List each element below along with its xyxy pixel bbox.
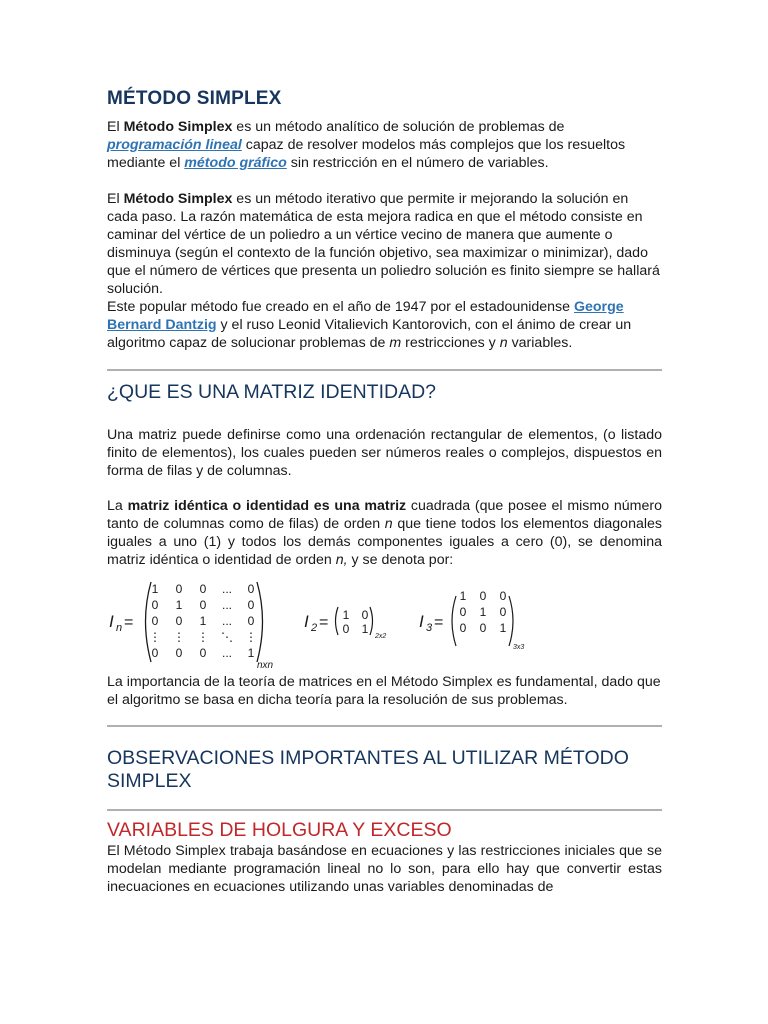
- text-run: El: [107, 119, 124, 135]
- identity-matrix-figure: [107, 577, 662, 669]
- matrix-cell: 1: [199, 614, 207, 628]
- matrix-cell: ⋮: [245, 630, 257, 644]
- left-paren: [146, 582, 152, 662]
- matrix-cell: 1: [247, 646, 255, 660]
- matrix-cell: 1: [175, 598, 183, 612]
- matrix-cell: 0: [479, 621, 487, 635]
- matrix-in-label: I: [109, 612, 114, 631]
- matrix-i3-subscript: 3: [426, 622, 433, 634]
- matrix-cell: 0: [199, 598, 207, 612]
- text-run: que tiene todos los elementos diagonales iguales a uno (1) y todos los demás componentes iguales a cero (0), se denomina matriz idéntica o identidad de orden: [107, 516, 662, 568]
- italic-var: n,: [335, 552, 348, 568]
- link-george-dantzig[interactable]: George Bernard Dantzig: [107, 299, 624, 333]
- text-run: y el ruso Leonid Vitalievich Kantorovich, con el ánimo de crear un algoritmo capaz de solucionar problemas de: [107, 317, 632, 351]
- intro-paragraph: [107, 118, 662, 172]
- equals-sign: =: [124, 614, 134, 631]
- right-paren: [370, 607, 373, 635]
- matrix-cell: ⋱: [221, 630, 233, 644]
- matrix-cell: 1: [342, 608, 350, 622]
- matrix-cell: 0: [499, 605, 507, 619]
- holgura-paragraph: El Método Simplex trabaja basándose en ecuaciones y las restricciones iniciales que se modelan mediante programación lineal no lo son, para ello hay que convertir estas inecuaciones en ecuaciones utilizando unas variables denominadas de: [107, 843, 662, 895]
- section-heading-observaciones: OBSERVACIONES IMPORTANTES AL UTILIZAR MÉTODO SIMPLEX: [107, 747, 629, 792]
- matrix-in-subscript: n: [116, 622, 123, 634]
- text-run: cuadrada (que posee el mismo número tanto de columnas como de filas) de orden: [107, 498, 662, 532]
- right-paren: [509, 596, 513, 646]
- bold-term: matriz idéntica o identidad es una matriz: [127, 498, 407, 514]
- matrix-cell: 0: [247, 614, 255, 628]
- matrix-cell: 1: [151, 582, 159, 596]
- matriz-definition-paragraph: Una matriz puede definirse como una ordenación rectangular de elementos, (o listado finito de elementos), los cuales pueden ser números reales o complejos, dispuestos en forma de filas y de columnas.: [107, 427, 662, 479]
- text-run: y se denota por:: [347, 552, 454, 568]
- matrix-equations: [107, 577, 662, 669]
- matrix-cell: 0: [175, 582, 183, 596]
- text-run: es un método analítico de solución de problemas de: [232, 119, 565, 135]
- text-run: sin restricción en el número de variables.: [286, 155, 549, 171]
- matrix-cell: 0: [151, 614, 159, 628]
- matrix-cell: 1: [479, 605, 487, 619]
- matrix-i3-label: I: [419, 612, 424, 631]
- matrix-cell: 0: [247, 598, 255, 612]
- matrix-cell: ...: [221, 582, 233, 596]
- matrix-cell: ⋮: [197, 630, 209, 644]
- text-run: La: [107, 498, 128, 514]
- matrix-cell: 0: [199, 646, 207, 660]
- section-heading-matriz: ¿QUE ES UNA MATRIZ IDENTIDAD?: [107, 381, 437, 403]
- text-run: es un método iterativo que permite ir mejorando la solución en cada paso. La razón matemática de esta mejora radica en que el método consiste en caminar del vértice de un poliedro a un vértice vecino de manera que aumente o disminuya (según el contexto de la función objetivo, sea maximizar o minimizar), dado que el número de vértices que presenta un poliedro solución es finito siempre se hallará solución.: [107, 191, 660, 297]
- matrix-cell: 0: [151, 646, 159, 660]
- matrix-in-size: nxn: [257, 660, 274, 669]
- matrix-i2-label: I: [304, 612, 309, 631]
- italic-var: n: [499, 335, 508, 351]
- bold-term: Método Simplex: [123, 191, 233, 207]
- matrix-cell: 0: [175, 646, 183, 660]
- matrix-cell: 1: [361, 622, 369, 636]
- page-title: MÉTODO SIMPLEX: [107, 88, 282, 109]
- matrix-cell: 1: [459, 589, 467, 603]
- matrix-i2-subscript: 2: [311, 622, 318, 634]
- section-heading-holgura: VARIABLES DE HOLGURA Y EXCESO: [107, 819, 452, 841]
- matrix-cell: ⋮: [149, 630, 161, 644]
- matrix-cell: 0: [459, 621, 467, 635]
- matrix-cell: 0: [175, 614, 183, 628]
- link-programacion-lineal[interactable]: programación lineal: [107, 137, 242, 153]
- right-paren: [257, 582, 263, 662]
- bold-term: Método Simplex: [123, 119, 233, 135]
- matrix-cell: 0: [361, 608, 369, 622]
- text-run: El: [107, 191, 124, 207]
- matrix-cell: ...: [221, 646, 233, 660]
- matrix-i2-size: 2x2: [375, 633, 387, 640]
- matrix-cell: 1: [499, 621, 507, 635]
- text-run: capaz de resolver modelos más complejos que los resueltos mediante el: [107, 137, 626, 171]
- matrix-cell: ⋮: [173, 630, 185, 644]
- matrix-cell: 0: [499, 589, 507, 603]
- text-run: Este popular método fue creado en el año de 1947 por el estadounidense: [107, 299, 574, 315]
- left-paren: [452, 596, 456, 646]
- matrix-cell: 0: [479, 589, 487, 603]
- text-run: variables.: [507, 335, 573, 351]
- matrix-cell: 0: [459, 605, 467, 619]
- identidad-paragraph: [107, 497, 662, 569]
- equals-sign: =: [319, 614, 329, 631]
- matrix-cell: ...: [221, 614, 233, 628]
- text-run: restricciones y: [401, 335, 500, 351]
- italic-var: n: [384, 516, 393, 532]
- matrix-cell: 0: [247, 582, 255, 596]
- importancia-paragraph: La importancia de la teoría de matrices en el Método Simplex es fundamental, dado que el algoritmo se basa en dicha teoría para la resolución de sus problemas.: [107, 674, 661, 708]
- link-metodo-grafico[interactable]: método gráfico: [184, 155, 287, 171]
- italic-var: m: [389, 335, 402, 351]
- matrix-cell: 0: [342, 622, 350, 636]
- iterative-paragraph: [107, 190, 662, 298]
- matrix-cell: ...: [221, 598, 233, 612]
- matrix-cell: 0: [199, 582, 207, 596]
- left-paren: [336, 607, 339, 635]
- matrix-cell: 0: [151, 598, 159, 612]
- history-paragraph: [107, 298, 662, 352]
- document-page: [107, 88, 662, 896]
- equals-sign: =: [434, 614, 444, 631]
- matrix-i3-size: 3x3: [513, 644, 525, 651]
